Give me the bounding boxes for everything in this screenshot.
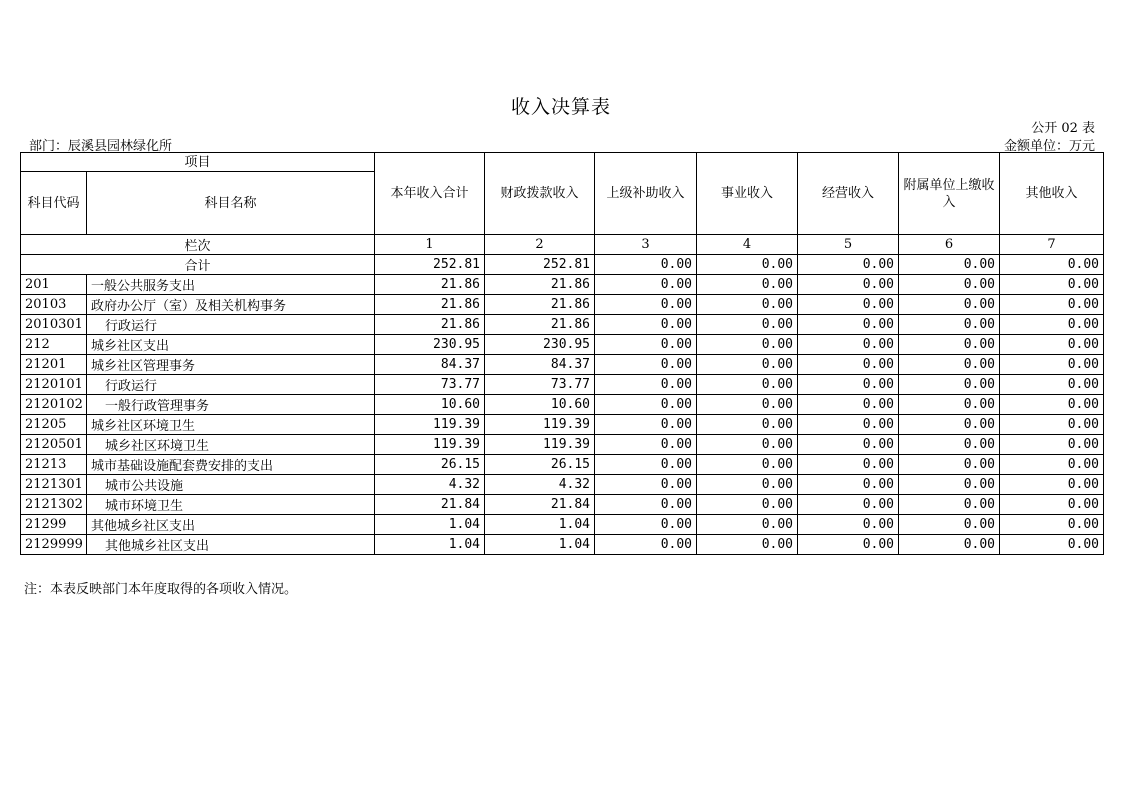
value-cell: 0.00 bbox=[1000, 435, 1104, 455]
value-cell: 0.00 bbox=[1000, 375, 1104, 395]
column-number-cell: 1 bbox=[375, 235, 485, 255]
unit-label: 金额单位：万元 bbox=[1003, 139, 1095, 154]
total-value-cell: 0.00 bbox=[798, 255, 899, 275]
header-col-other: 其他收入 bbox=[1000, 153, 1104, 235]
value-cell: 0.00 bbox=[1000, 315, 1104, 335]
footnote: 注：本表反映部门本年度取得的各项收入情况。 bbox=[24, 582, 298, 597]
value-cell: 0.00 bbox=[595, 495, 697, 515]
value-cell: 0.00 bbox=[899, 435, 1000, 455]
subject-code-cell: 2129999 bbox=[21, 535, 87, 555]
value-cell: 0.00 bbox=[697, 295, 798, 315]
value-cell: 0.00 bbox=[697, 335, 798, 355]
value-cell: 0.00 bbox=[798, 495, 899, 515]
value-cell: 0.00 bbox=[899, 275, 1000, 295]
header-subject-code: 科目代码 bbox=[21, 172, 87, 235]
value-cell: 0.00 bbox=[697, 455, 798, 475]
value-cell: 0.00 bbox=[899, 395, 1000, 415]
value-cell: 119.39 bbox=[485, 435, 595, 455]
header-col-affiliated: 附属单位上缴收入 bbox=[899, 153, 1000, 235]
value-cell: 21.86 bbox=[485, 315, 595, 335]
value-cell: 0.00 bbox=[697, 535, 798, 555]
header-col-total: 本年收入合计 bbox=[375, 153, 485, 235]
value-cell: 0.00 bbox=[899, 375, 1000, 395]
value-cell: 119.39 bbox=[375, 415, 485, 435]
value-cell: 0.00 bbox=[798, 275, 899, 295]
value-cell: 84.37 bbox=[485, 355, 595, 375]
subject-code-cell: 201 bbox=[21, 275, 87, 295]
header-subject-name: 科目名称 bbox=[87, 172, 375, 235]
table-row bbox=[21, 395, 1104, 415]
value-cell: 230.95 bbox=[485, 335, 595, 355]
value-cell: 0.00 bbox=[798, 455, 899, 475]
value-cell: 0.00 bbox=[1000, 335, 1104, 355]
value-cell: 0.00 bbox=[1000, 275, 1104, 295]
table-row bbox=[21, 515, 1104, 535]
value-cell: 0.00 bbox=[595, 275, 697, 295]
value-cell: 0.00 bbox=[697, 495, 798, 515]
total-value-cell: 0.00 bbox=[1000, 255, 1104, 275]
value-cell: 0.00 bbox=[697, 275, 798, 295]
subject-code-cell: 21299 bbox=[21, 515, 87, 535]
value-cell: 0.00 bbox=[595, 355, 697, 375]
value-cell: 0.00 bbox=[1000, 395, 1104, 415]
value-cell: 0.00 bbox=[798, 435, 899, 455]
value-cell: 0.00 bbox=[1000, 475, 1104, 495]
table-row bbox=[21, 415, 1104, 435]
value-cell: 0.00 bbox=[595, 315, 697, 335]
value-cell: 0.00 bbox=[697, 315, 798, 335]
subject-code-cell: 21205 bbox=[21, 415, 87, 435]
value-cell: 0.00 bbox=[697, 395, 798, 415]
value-cell: 84.37 bbox=[375, 355, 485, 375]
subject-name-cell: 一般公共服务支出 bbox=[87, 275, 375, 295]
value-cell: 21.86 bbox=[485, 275, 595, 295]
subject-name-cell: 城市基础设施配套费安排的支出 bbox=[87, 455, 375, 475]
value-cell: 0.00 bbox=[899, 295, 1000, 315]
column-number-label: 栏次 bbox=[21, 235, 375, 255]
value-cell: 0.00 bbox=[595, 395, 697, 415]
subject-code-cell: 21201 bbox=[21, 355, 87, 375]
value-cell: 0.00 bbox=[1000, 515, 1104, 535]
subject-code-cell: 2120102 bbox=[21, 395, 87, 415]
value-cell: 1.04 bbox=[375, 535, 485, 555]
value-cell: 0.00 bbox=[697, 415, 798, 435]
department-label: 部门：辰溪县园林绿化所 bbox=[29, 139, 173, 154]
value-cell: 10.60 bbox=[375, 395, 485, 415]
value-cell: 0.00 bbox=[1000, 495, 1104, 515]
value-cell: 230.95 bbox=[375, 335, 485, 355]
subject-name-cell: 政府办公厅（室）及相关机构事务 bbox=[87, 295, 375, 315]
table-row bbox=[21, 455, 1104, 475]
column-number-cell: 6 bbox=[899, 235, 1000, 255]
subject-name-cell: 其他城乡社区支出 bbox=[87, 535, 375, 555]
value-cell: 0.00 bbox=[697, 515, 798, 535]
header-item: 项目 bbox=[21, 153, 375, 172]
value-cell: 0.00 bbox=[798, 535, 899, 555]
column-number-cell: 4 bbox=[697, 235, 798, 255]
table-row bbox=[21, 275, 1104, 295]
subject-code-cell: 2120101 bbox=[21, 375, 87, 395]
value-cell: 4.32 bbox=[485, 475, 595, 495]
value-cell: 0.00 bbox=[798, 475, 899, 495]
subject-code-cell: 2010301 bbox=[21, 315, 87, 335]
value-cell: 0.00 bbox=[1000, 355, 1104, 375]
value-cell: 0.00 bbox=[899, 415, 1000, 435]
table-row bbox=[21, 535, 1104, 555]
value-cell: 0.00 bbox=[798, 415, 899, 435]
value-cell: 0.00 bbox=[899, 535, 1000, 555]
value-cell: 1.04 bbox=[485, 535, 595, 555]
table-row bbox=[21, 495, 1104, 515]
column-number-row bbox=[21, 235, 1104, 255]
value-cell: 0.00 bbox=[1000, 535, 1104, 555]
column-number-cell: 3 bbox=[595, 235, 697, 255]
value-cell: 4.32 bbox=[375, 475, 485, 495]
total-value-cell: 0.00 bbox=[697, 255, 798, 275]
value-cell: 0.00 bbox=[899, 475, 1000, 495]
value-cell: 21.86 bbox=[375, 315, 485, 335]
value-cell: 21.84 bbox=[485, 495, 595, 515]
header-col-operating: 经营收入 bbox=[798, 153, 899, 235]
subject-name-cell: 城市公共设施 bbox=[87, 475, 375, 495]
value-cell: 0.00 bbox=[798, 355, 899, 375]
value-cell: 0.00 bbox=[697, 355, 798, 375]
table-row bbox=[21, 355, 1104, 375]
subject-name-cell: 行政运行 bbox=[87, 375, 375, 395]
value-cell: 0.00 bbox=[899, 495, 1000, 515]
value-cell: 119.39 bbox=[375, 435, 485, 455]
subject-code-cell: 20103 bbox=[21, 295, 87, 315]
value-cell: 0.00 bbox=[798, 295, 899, 315]
value-cell: 73.77 bbox=[485, 375, 595, 395]
subject-code-cell: 2120501 bbox=[21, 435, 87, 455]
subject-name-cell: 城市环境卫生 bbox=[87, 495, 375, 515]
table-row bbox=[21, 315, 1104, 335]
total-label: 合计 bbox=[21, 255, 375, 275]
value-cell: 10.60 bbox=[485, 395, 595, 415]
header-col-business: 事业收入 bbox=[697, 153, 798, 235]
value-cell: 1.04 bbox=[375, 515, 485, 535]
subject-name-cell: 城乡社区环境卫生 bbox=[87, 435, 375, 455]
income-table bbox=[20, 152, 1104, 555]
value-cell: 21.84 bbox=[375, 495, 485, 515]
subject-name-cell: 城乡社区环境卫生 bbox=[87, 415, 375, 435]
column-number-cell: 5 bbox=[798, 235, 899, 255]
value-cell: 0.00 bbox=[798, 375, 899, 395]
form-code: 公开 02 表 bbox=[1031, 121, 1095, 136]
value-cell: 0.00 bbox=[798, 515, 899, 535]
subject-name-cell: 行政运行 bbox=[87, 315, 375, 335]
value-cell: 0.00 bbox=[899, 515, 1000, 535]
value-cell: 0.00 bbox=[899, 315, 1000, 335]
subject-name-cell: 一般行政管理事务 bbox=[87, 395, 375, 415]
total-row bbox=[21, 255, 1104, 275]
value-cell: 0.00 bbox=[595, 535, 697, 555]
total-value-cell: 0.00 bbox=[899, 255, 1000, 275]
table-row bbox=[21, 475, 1104, 495]
table-header bbox=[21, 153, 1104, 255]
column-number-cell: 7 bbox=[1000, 235, 1104, 255]
value-cell: 21.86 bbox=[375, 295, 485, 315]
value-cell: 0.00 bbox=[899, 335, 1000, 355]
value-cell: 0.00 bbox=[595, 455, 697, 475]
value-cell: 1.04 bbox=[485, 515, 595, 535]
value-cell: 0.00 bbox=[1000, 295, 1104, 315]
value-cell: 0.00 bbox=[595, 475, 697, 495]
value-cell: 0.00 bbox=[697, 475, 798, 495]
value-cell: 21.86 bbox=[485, 295, 595, 315]
subject-code-cell: 2121301 bbox=[21, 475, 87, 495]
value-cell: 0.00 bbox=[798, 335, 899, 355]
header-col-fiscal: 财政拨款收入 bbox=[485, 153, 595, 235]
subject-name-cell: 其他城乡社区支出 bbox=[87, 515, 375, 535]
subject-name-cell: 城乡社区管理事务 bbox=[87, 355, 375, 375]
value-cell: 0.00 bbox=[798, 315, 899, 335]
subject-code-cell: 21213 bbox=[21, 455, 87, 475]
total-value-cell: 252.81 bbox=[485, 255, 595, 275]
total-value-cell: 252.81 bbox=[375, 255, 485, 275]
value-cell: 119.39 bbox=[485, 415, 595, 435]
value-cell: 0.00 bbox=[595, 375, 697, 395]
value-cell: 0.00 bbox=[798, 395, 899, 415]
column-number-cell: 2 bbox=[485, 235, 595, 255]
table-row bbox=[21, 435, 1104, 455]
value-cell: 0.00 bbox=[595, 335, 697, 355]
value-cell: 0.00 bbox=[697, 435, 798, 455]
subject-code-cell: 212 bbox=[21, 335, 87, 355]
page-title: 收入决算表 bbox=[510, 96, 611, 118]
value-cell: 0.00 bbox=[595, 515, 697, 535]
value-cell: 0.00 bbox=[899, 455, 1000, 475]
table-body bbox=[21, 255, 1104, 555]
total-value-cell: 0.00 bbox=[595, 255, 697, 275]
subject-code-cell: 2121302 bbox=[21, 495, 87, 515]
value-cell: 0.00 bbox=[1000, 455, 1104, 475]
table-row bbox=[21, 375, 1104, 395]
subject-name-cell: 城乡社区支出 bbox=[87, 335, 375, 355]
value-cell: 0.00 bbox=[595, 415, 697, 435]
value-cell: 0.00 bbox=[595, 295, 697, 315]
value-cell: 0.00 bbox=[1000, 415, 1104, 435]
value-cell: 0.00 bbox=[899, 355, 1000, 375]
value-cell: 0.00 bbox=[595, 435, 697, 455]
value-cell: 73.77 bbox=[375, 375, 485, 395]
value-cell: 26.15 bbox=[375, 455, 485, 475]
header-col-superior: 上级补助收入 bbox=[595, 153, 697, 235]
table-row bbox=[21, 335, 1104, 355]
table-row bbox=[21, 295, 1104, 315]
value-cell: 21.86 bbox=[375, 275, 485, 295]
value-cell: 26.15 bbox=[485, 455, 595, 475]
value-cell: 0.00 bbox=[697, 375, 798, 395]
